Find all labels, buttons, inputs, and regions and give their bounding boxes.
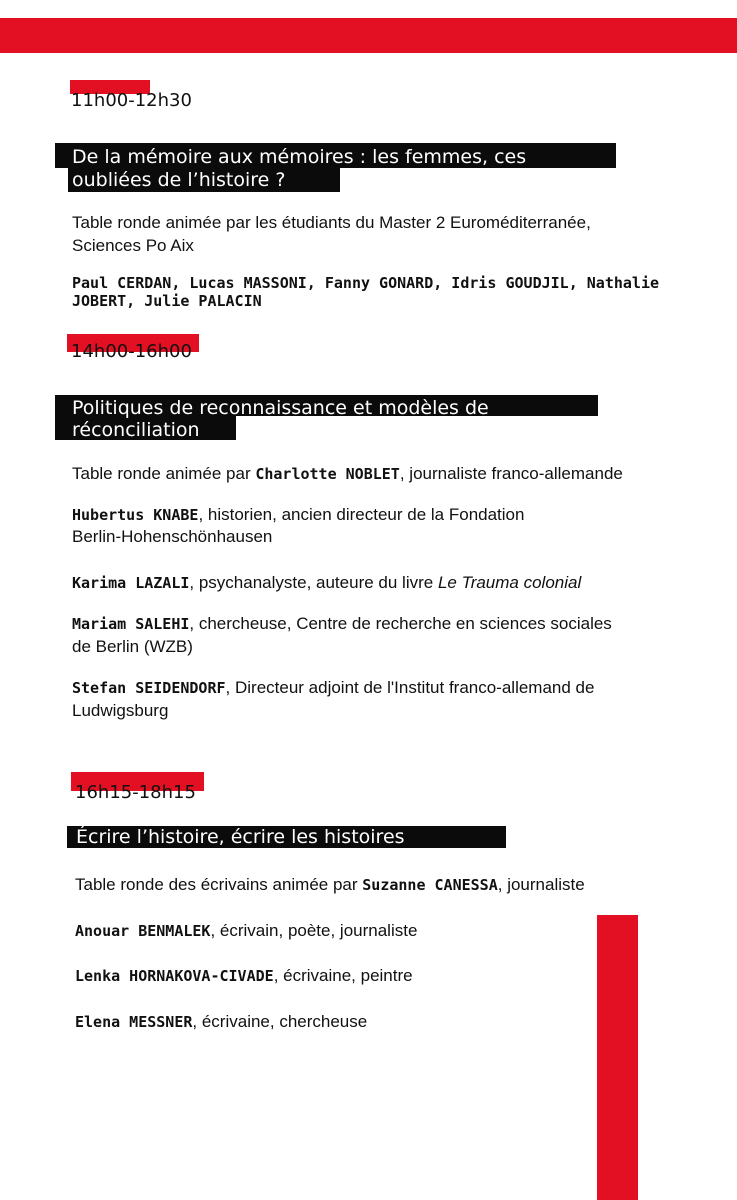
session-title: réconciliation [72, 419, 200, 441]
speaker-entry: Hubertus KNABE, historien, ancien directeur de la Fondation [72, 505, 525, 524]
session-title: Politiques de reconnaissance et modèles de [72, 397, 489, 419]
top-red-bar [0, 18, 737, 53]
speaker-entry: Karima LAZALI, psychanalyste, auteure du livre Le Trauma colonial [72, 573, 582, 592]
session-intro: Sciences Po Aix [72, 236, 194, 255]
side-red-bar [597, 915, 638, 1200]
session-intro: Table ronde animée par les étudiants du Master 2 Euroméditerranée, [72, 213, 591, 232]
session-title: Écrire l’histoire, écrire les histoires [76, 826, 405, 848]
speaker-list: JOBERT, Julie PALACIN [72, 292, 262, 310]
speaker-entry: Lenka HORNAKOVA-CIVADE, écrivaine, peintre [75, 966, 413, 985]
speaker-list: Paul CERDAN, Lucas MASSONI, Fanny GONARD, Idris GOUDJIL, Nathalie [72, 274, 659, 292]
speaker-entry-cont: Ludwigsburg [72, 701, 169, 720]
speaker-entry-cont: de Berlin (WZB) [72, 637, 193, 656]
session-title: oubliées de l’histoire ? [72, 169, 286, 191]
session-time: 11h00-12h30 [71, 90, 192, 111]
speaker-entry: Anouar BENMALEK, écrivain, poète, journaliste [75, 921, 418, 940]
speaker-entry-cont: Berlin-Hohenschönhausen [72, 527, 273, 546]
speaker-entry: Stefan SEIDENDORF, Directeur adjoint de l'Institut franco-allemand de [72, 678, 595, 697]
session-time: 16h15-18h15 [75, 782, 196, 803]
session-title: De la mémoire aux mémoires : les femmes, ces [72, 146, 527, 168]
session-intro: Table ronde animée par Charlotte NOBLET, journaliste franco-allemande [72, 464, 623, 483]
speaker-entry: Elena MESSNER, écrivaine, chercheuse [75, 1012, 368, 1031]
speaker-entry: Mariam SALEHI, chercheuse, Centre de recherche en sciences sociales [72, 614, 612, 633]
session-time: 14h00-16h00 [71, 341, 192, 362]
session-intro: Table ronde des écrivains animée par Suzanne CANESSA, journaliste [75, 875, 585, 894]
